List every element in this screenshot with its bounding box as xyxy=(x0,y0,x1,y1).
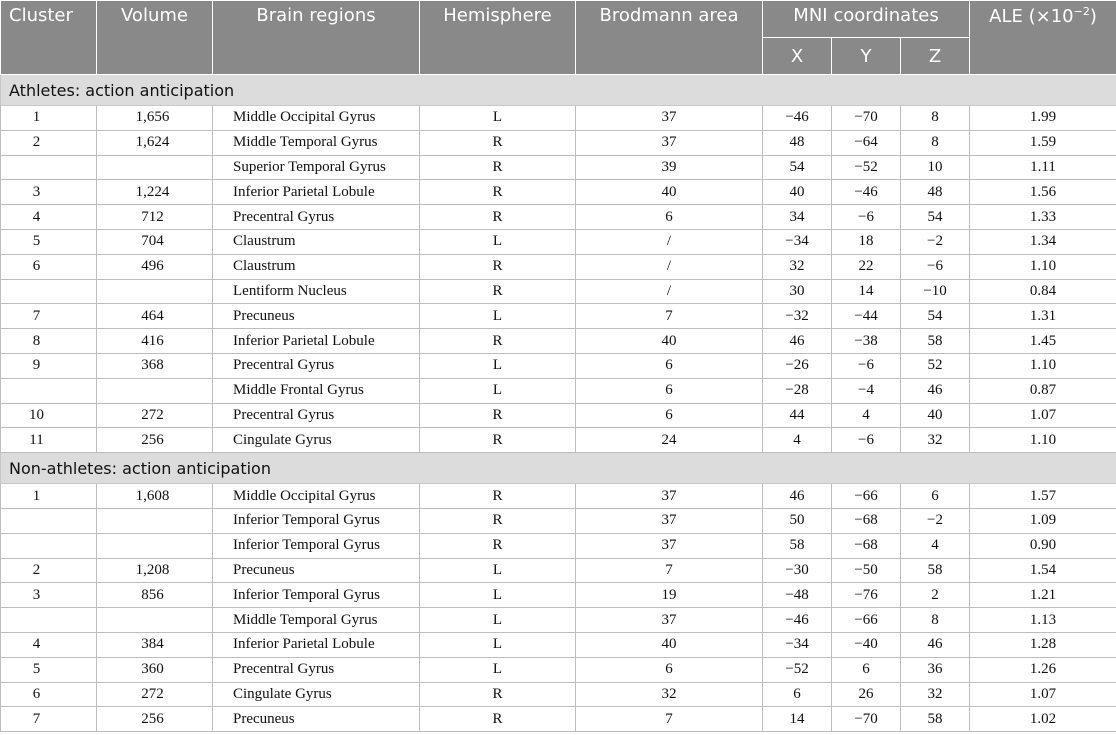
cell-ale: 1.13 xyxy=(970,608,1116,633)
cell-cluster: 6 xyxy=(1,682,97,707)
cell-y: −6 xyxy=(832,353,901,378)
cell-ale: 1.10 xyxy=(970,353,1116,378)
cell-cluster: 8 xyxy=(1,329,97,354)
table-row xyxy=(1,205,1116,230)
cell-ale: 1.07 xyxy=(970,682,1116,707)
cell-volume: 256 xyxy=(97,707,213,732)
cell-x: −46 xyxy=(763,608,832,633)
cell-ale: 1.26 xyxy=(970,657,1116,682)
header-volume: Volume xyxy=(97,1,213,75)
cell-region: Middle Temporal Gyrus xyxy=(213,130,420,155)
cell-x: 32 xyxy=(763,254,832,279)
cell-y: −46 xyxy=(832,180,901,205)
header-mni-coordinates: MNI coordinates xyxy=(763,1,970,38)
cell-x: 30 xyxy=(763,279,832,304)
cell-volume: 272 xyxy=(97,403,213,428)
cell-y: −52 xyxy=(832,155,901,180)
cell-cluster: 9 xyxy=(1,353,97,378)
cell-brodmann: / xyxy=(576,254,763,279)
cell-z: −6 xyxy=(901,254,970,279)
cell-hemisphere: R xyxy=(420,682,576,707)
cell-z: −10 xyxy=(901,279,970,304)
cell-ale: 1.11 xyxy=(970,155,1116,180)
cell-y: 6 xyxy=(832,657,901,682)
cell-hemisphere: R xyxy=(420,428,576,453)
cell-cluster: 1 xyxy=(1,484,97,509)
cell-brodmann: 37 xyxy=(576,106,763,131)
cell-x: −34 xyxy=(763,632,832,657)
cell-y: −44 xyxy=(832,304,901,329)
header-ale-suffix: ) xyxy=(1089,6,1097,27)
cell-region: Middle Occipital Gyrus xyxy=(213,106,420,131)
cell-volume xyxy=(97,155,213,180)
cell-ale: 1.56 xyxy=(970,180,1116,205)
cell-brodmann: 7 xyxy=(576,707,763,732)
header-cluster: Cluster xyxy=(1,1,97,75)
cell-y: 14 xyxy=(832,279,901,304)
cell-cluster xyxy=(1,279,97,304)
cell-brodmann: 7 xyxy=(576,558,763,583)
table-row xyxy=(1,329,1116,354)
cell-z: 46 xyxy=(901,632,970,657)
cell-volume: 496 xyxy=(97,254,213,279)
cell-cluster: 4 xyxy=(1,632,97,657)
cell-hemisphere: R xyxy=(420,484,576,509)
cell-brodmann: 6 xyxy=(576,657,763,682)
cell-region: Precuneus xyxy=(213,707,420,732)
cell-volume: 368 xyxy=(97,353,213,378)
cell-y: −76 xyxy=(832,583,901,608)
cell-cluster: 5 xyxy=(1,229,97,254)
table-body xyxy=(1,75,1116,732)
table-row xyxy=(1,254,1116,279)
cell-volume: 1,208 xyxy=(97,558,213,583)
cell-region: Inferior Temporal Gyrus xyxy=(213,508,420,533)
table-row xyxy=(1,682,1116,707)
cell-z: 36 xyxy=(901,657,970,682)
cell-x: 6 xyxy=(763,682,832,707)
table-row xyxy=(1,484,1116,509)
table-row xyxy=(1,279,1116,304)
cell-brodmann: 40 xyxy=(576,329,763,354)
cell-brodmann: 6 xyxy=(576,205,763,230)
cell-brodmann: 37 xyxy=(576,608,763,633)
cell-z: 2 xyxy=(901,583,970,608)
cell-region: Precuneus xyxy=(213,304,420,329)
cell-y: −38 xyxy=(832,329,901,354)
cell-z: 46 xyxy=(901,378,970,403)
header-z: Z xyxy=(901,38,970,75)
header-ale-exponent: −2 xyxy=(1073,5,1090,18)
cell-z: 8 xyxy=(901,608,970,633)
cell-region: Inferior Temporal Gyrus xyxy=(213,583,420,608)
table-row xyxy=(1,632,1116,657)
cell-x: 40 xyxy=(763,180,832,205)
cell-y: −66 xyxy=(832,608,901,633)
cell-cluster: 3 xyxy=(1,583,97,608)
cell-hemisphere: R xyxy=(420,707,576,732)
cell-ale: 1.34 xyxy=(970,229,1116,254)
cell-cluster: 2 xyxy=(1,130,97,155)
table-row xyxy=(1,106,1116,131)
cell-y: −6 xyxy=(832,428,901,453)
cell-brodmann: 24 xyxy=(576,428,763,453)
table-header xyxy=(1,1,1116,75)
cell-x: 54 xyxy=(763,155,832,180)
cell-volume: 360 xyxy=(97,657,213,682)
cell-hemisphere: R xyxy=(420,403,576,428)
cell-volume: 384 xyxy=(97,632,213,657)
cell-ale: 0.90 xyxy=(970,533,1116,558)
table-row xyxy=(1,304,1116,329)
cell-hemisphere: L xyxy=(420,657,576,682)
cell-z: 40 xyxy=(901,403,970,428)
cell-hemisphere: R xyxy=(420,508,576,533)
cell-ale: 1.45 xyxy=(970,329,1116,354)
header-ale-prefix: ALE (×10 xyxy=(989,6,1074,27)
cell-y: −64 xyxy=(832,130,901,155)
cell-volume: 1,224 xyxy=(97,180,213,205)
table-row xyxy=(1,403,1116,428)
cell-z: 52 xyxy=(901,353,970,378)
cell-region: Claustrum xyxy=(213,229,420,254)
cell-hemisphere: R xyxy=(420,130,576,155)
cell-cluster xyxy=(1,608,97,633)
cell-x: 50 xyxy=(763,508,832,533)
cell-cluster: 2 xyxy=(1,558,97,583)
header-hemisphere: Hemisphere xyxy=(420,1,576,75)
cell-x: −26 xyxy=(763,353,832,378)
cell-z: 54 xyxy=(901,205,970,230)
cell-region: Precentral Gyrus xyxy=(213,403,420,428)
cell-region: Precentral Gyrus xyxy=(213,205,420,230)
cell-brodmann: 37 xyxy=(576,508,763,533)
table-row xyxy=(1,608,1116,633)
cell-ale: 1.57 xyxy=(970,484,1116,509)
cell-volume xyxy=(97,533,213,558)
cell-brodmann: 32 xyxy=(576,682,763,707)
cell-cluster: 1 xyxy=(1,106,97,131)
cell-volume: 856 xyxy=(97,583,213,608)
cell-z: −2 xyxy=(901,508,970,533)
cell-cluster xyxy=(1,378,97,403)
cell-cluster: 3 xyxy=(1,180,97,205)
section-title: Non-athletes: action anticipation xyxy=(1,453,1116,484)
cell-x: 4 xyxy=(763,428,832,453)
cell-y: −70 xyxy=(832,707,901,732)
cell-brodmann: 37 xyxy=(576,130,763,155)
cell-region: Lentiform Nucleus xyxy=(213,279,420,304)
cell-cluster: 10 xyxy=(1,403,97,428)
cell-z: 10 xyxy=(901,155,970,180)
cell-y: 26 xyxy=(832,682,901,707)
cell-brodmann: 6 xyxy=(576,353,763,378)
cell-z: 54 xyxy=(901,304,970,329)
cell-volume: 464 xyxy=(97,304,213,329)
cell-hemisphere: R xyxy=(420,279,576,304)
cell-region: Inferior Parietal Lobule xyxy=(213,632,420,657)
cell-z: 58 xyxy=(901,558,970,583)
cell-brodmann: 39 xyxy=(576,155,763,180)
cell-region: Middle Temporal Gyrus xyxy=(213,608,420,633)
cell-z: −2 xyxy=(901,229,970,254)
cell-y: −40 xyxy=(832,632,901,657)
table-row xyxy=(1,533,1116,558)
cell-region: Precentral Gyrus xyxy=(213,353,420,378)
cell-hemisphere: R xyxy=(420,254,576,279)
cell-hemisphere: R xyxy=(420,155,576,180)
cell-x: 48 xyxy=(763,130,832,155)
cell-hemisphere: L xyxy=(420,583,576,608)
cell-region: Cingulate Gyrus xyxy=(213,428,420,453)
cell-region: Cingulate Gyrus xyxy=(213,682,420,707)
cell-cluster: 7 xyxy=(1,304,97,329)
cell-z: 8 xyxy=(901,130,970,155)
header-brodmann-area: Brodmann area xyxy=(576,1,763,75)
cell-y: −68 xyxy=(832,533,901,558)
header-brain-regions: Brain regions xyxy=(213,1,420,75)
cell-region: Precuneus xyxy=(213,558,420,583)
cell-x: 46 xyxy=(763,484,832,509)
table-row xyxy=(1,558,1116,583)
table-row xyxy=(1,180,1116,205)
cell-z: 4 xyxy=(901,533,970,558)
cell-ale: 1.02 xyxy=(970,707,1116,732)
cell-volume: 712 xyxy=(97,205,213,230)
cell-x: −30 xyxy=(763,558,832,583)
cell-brodmann: 37 xyxy=(576,533,763,558)
cell-x: −52 xyxy=(763,657,832,682)
cell-z: 58 xyxy=(901,329,970,354)
cell-x: 58 xyxy=(763,533,832,558)
cell-y: 4 xyxy=(832,403,901,428)
cell-brodmann: / xyxy=(576,279,763,304)
cell-z: 6 xyxy=(901,484,970,509)
table-row xyxy=(1,508,1116,533)
cell-hemisphere: L xyxy=(420,558,576,583)
cell-z: 8 xyxy=(901,106,970,131)
cell-x: −48 xyxy=(763,583,832,608)
cell-y: −68 xyxy=(832,508,901,533)
table-row xyxy=(1,130,1116,155)
cell-ale: 1.99 xyxy=(970,106,1116,131)
header-ale xyxy=(970,1,1116,75)
cell-brodmann: 6 xyxy=(576,378,763,403)
cell-cluster: 11 xyxy=(1,428,97,453)
cell-cluster xyxy=(1,508,97,533)
table-row xyxy=(1,707,1116,732)
table-row xyxy=(1,229,1116,254)
cell-ale: 1.10 xyxy=(970,428,1116,453)
cell-ale: 0.84 xyxy=(970,279,1116,304)
cell-ale: 1.28 xyxy=(970,632,1116,657)
cell-hemisphere: L xyxy=(420,378,576,403)
cell-volume xyxy=(97,508,213,533)
cell-x: −46 xyxy=(763,106,832,131)
cell-volume xyxy=(97,279,213,304)
table-row xyxy=(1,155,1116,180)
header-x: X xyxy=(763,38,832,75)
cell-brodmann: 37 xyxy=(576,484,763,509)
cell-cluster: 4 xyxy=(1,205,97,230)
cell-volume xyxy=(97,608,213,633)
cell-volume: 1,624 xyxy=(97,130,213,155)
section-title: Athletes: action anticipation xyxy=(1,75,1116,106)
cell-x: −28 xyxy=(763,378,832,403)
cell-hemisphere: L xyxy=(420,304,576,329)
table-row xyxy=(1,353,1116,378)
cell-volume: 1,608 xyxy=(97,484,213,509)
cell-hemisphere: R xyxy=(420,180,576,205)
cell-brodmann: 40 xyxy=(576,632,763,657)
cell-brodmann: 40 xyxy=(576,180,763,205)
cell-y: −50 xyxy=(832,558,901,583)
cell-x: −32 xyxy=(763,304,832,329)
cell-hemisphere: L xyxy=(420,229,576,254)
cell-ale: 1.54 xyxy=(970,558,1116,583)
cell-region: Middle Frontal Gyrus xyxy=(213,378,420,403)
cell-region: Inferior Parietal Lobule xyxy=(213,329,420,354)
header-y: Y xyxy=(832,38,901,75)
cell-ale: 0.87 xyxy=(970,378,1116,403)
cell-volume: 256 xyxy=(97,428,213,453)
cell-volume: 1,656 xyxy=(97,106,213,131)
cell-x: 34 xyxy=(763,205,832,230)
cell-ale: 1.31 xyxy=(970,304,1116,329)
cell-hemisphere: L xyxy=(420,353,576,378)
cell-brodmann: 6 xyxy=(576,403,763,428)
cell-region: Superior Temporal Gyrus xyxy=(213,155,420,180)
cell-z: 32 xyxy=(901,682,970,707)
cell-y: −4 xyxy=(832,378,901,403)
cell-ale: 1.33 xyxy=(970,205,1116,230)
cell-cluster xyxy=(1,533,97,558)
cell-volume: 416 xyxy=(97,329,213,354)
table-row xyxy=(1,378,1116,403)
cell-cluster: 6 xyxy=(1,254,97,279)
cell-ale: 1.59 xyxy=(970,130,1116,155)
cell-ale: 1.07 xyxy=(970,403,1116,428)
cell-z: 58 xyxy=(901,707,970,732)
cell-region: Middle Occipital Gyrus xyxy=(213,484,420,509)
cell-region: Inferior Temporal Gyrus xyxy=(213,533,420,558)
cell-cluster: 7 xyxy=(1,707,97,732)
cell-volume: 272 xyxy=(97,682,213,707)
cell-volume: 704 xyxy=(97,229,213,254)
table-row xyxy=(1,657,1116,682)
cell-hemisphere: R xyxy=(420,205,576,230)
cell-brodmann: / xyxy=(576,229,763,254)
cell-region: Inferior Parietal Lobule xyxy=(213,180,420,205)
cell-ale: 1.10 xyxy=(970,254,1116,279)
cell-x: 44 xyxy=(763,403,832,428)
cell-ale: 1.09 xyxy=(970,508,1116,533)
cell-hemisphere: R xyxy=(420,329,576,354)
cell-y: −6 xyxy=(832,205,901,230)
cell-cluster: 5 xyxy=(1,657,97,682)
cell-region: Precentral Gyrus xyxy=(213,657,420,682)
table-row xyxy=(1,428,1116,453)
cell-hemisphere: L xyxy=(420,632,576,657)
section-row xyxy=(1,453,1116,484)
cell-region: Claustrum xyxy=(213,254,420,279)
cell-x: −34 xyxy=(763,229,832,254)
cell-brodmann: 19 xyxy=(576,583,763,608)
section-row xyxy=(1,75,1116,106)
cell-z: 32 xyxy=(901,428,970,453)
cell-x: 14 xyxy=(763,707,832,732)
cell-hemisphere: L xyxy=(420,608,576,633)
cell-brodmann: 7 xyxy=(576,304,763,329)
cell-hemisphere: L xyxy=(420,106,576,131)
table-row xyxy=(1,583,1116,608)
cell-y: 18 xyxy=(832,229,901,254)
cell-volume xyxy=(97,378,213,403)
cell-x: 46 xyxy=(763,329,832,354)
cell-ale: 1.21 xyxy=(970,583,1116,608)
cell-z: 48 xyxy=(901,180,970,205)
cell-y: −66 xyxy=(832,484,901,509)
cell-cluster xyxy=(1,155,97,180)
cell-y: −70 xyxy=(832,106,901,131)
cell-y: 22 xyxy=(832,254,901,279)
cell-hemisphere: R xyxy=(420,533,576,558)
